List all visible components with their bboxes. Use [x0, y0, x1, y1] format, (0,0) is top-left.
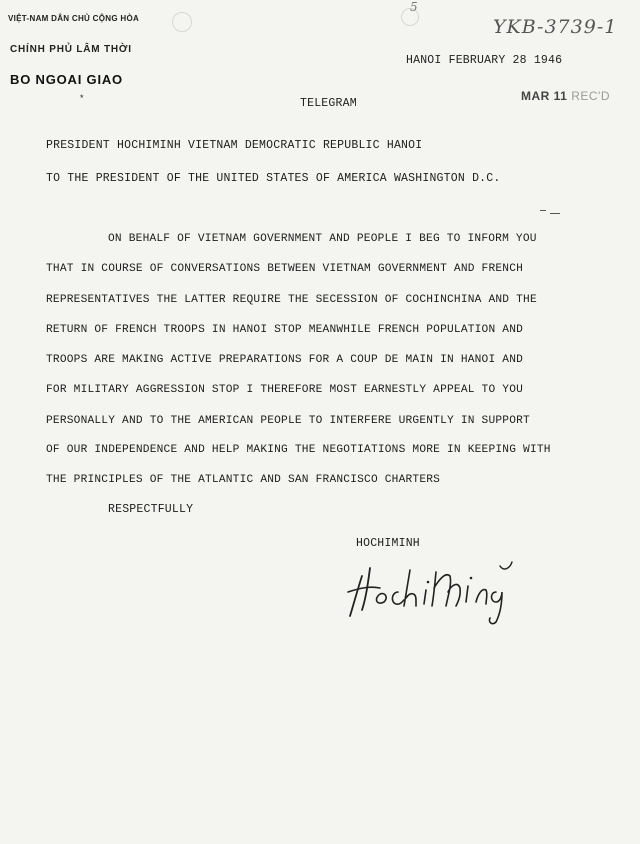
star-mark: *: [80, 93, 84, 103]
signatory-name: HOCHIMINH: [356, 537, 420, 550]
body-line: TROOPS ARE MAKING ACTIVE PREPARATIONS FOR A COUP DE MAIN IN HANOI AND: [46, 354, 524, 366]
body-line: OF OUR INDEPENDENCE AND HELP MAKING THE NEGOTIATIONS MORE IN KEEPING WITH: [46, 444, 551, 456]
letterhead-country: VIỆT-NAM DÂN CHỦ CỘNG HÒA: [8, 14, 140, 23]
body-line: THE PRINCIPLES OF THE ATLANTIC AND SAN FRANCISCO CHARTERS: [46, 474, 441, 486]
body-line: ON BEHALF OF VIETNAM GOVERNMENT AND PEOPLE I BEG TO INFORM YOU: [108, 233, 537, 245]
body-line: REPRESENTATIVES THE LATTER REQUIRE THE SECESSION OF COCHINCHINA AND THE: [46, 294, 537, 306]
received-stamp-suffix: REC'D: [571, 89, 610, 103]
dateline: HANOI FEBRUARY 28 1946: [406, 54, 563, 67]
letterhead-government: CHÍNH PHỦ LÂM THỜI: [10, 44, 132, 55]
letterhead-ministry: BO NGOAI GIAO: [10, 72, 123, 87]
received-stamp: [521, 89, 610, 103]
sender-line: PRESIDENT HOCHIMINH VIETNAM DEMOCRATIC REPUBLIC HANOI: [46, 139, 423, 152]
body-line: THAT IN COURSE OF CONVERSATIONS BETWEEN VIETNAM GOVERNMENT AND FRENCH: [46, 263, 524, 275]
recipient-line: TO THE PRESIDENT OF THE UNITED STATES OF AMERICA WASHINGTON D.C.: [46, 172, 501, 185]
body-line: PERSONALLY AND TO THE AMERICAN PEOPLE TO INTERFERE URGENTLY IN SUPPORT: [46, 415, 530, 427]
document-type: TELEGRAM: [300, 97, 357, 110]
received-stamp-date: MAR 11: [521, 89, 568, 103]
body-line: FOR MILITARY AGGRESSION STOP I THEREFORE MOST EARNESTLY APPEAL TO YOU: [46, 384, 524, 396]
archive-number: YKB-3739-1: [493, 16, 618, 38]
punch-hole: [172, 12, 192, 32]
stray-mark: [550, 213, 560, 214]
stray-mark: [540, 210, 546, 211]
body-line: RETURN OF FRENCH TROOPS IN HANOI STOP MEANWHILE FRENCH POPULATION AND: [46, 324, 524, 336]
closing: RESPECTFULLY: [108, 503, 194, 516]
handwritten-signature: [340, 548, 530, 628]
handwritten-margin-mark: 5: [410, 0, 418, 14]
